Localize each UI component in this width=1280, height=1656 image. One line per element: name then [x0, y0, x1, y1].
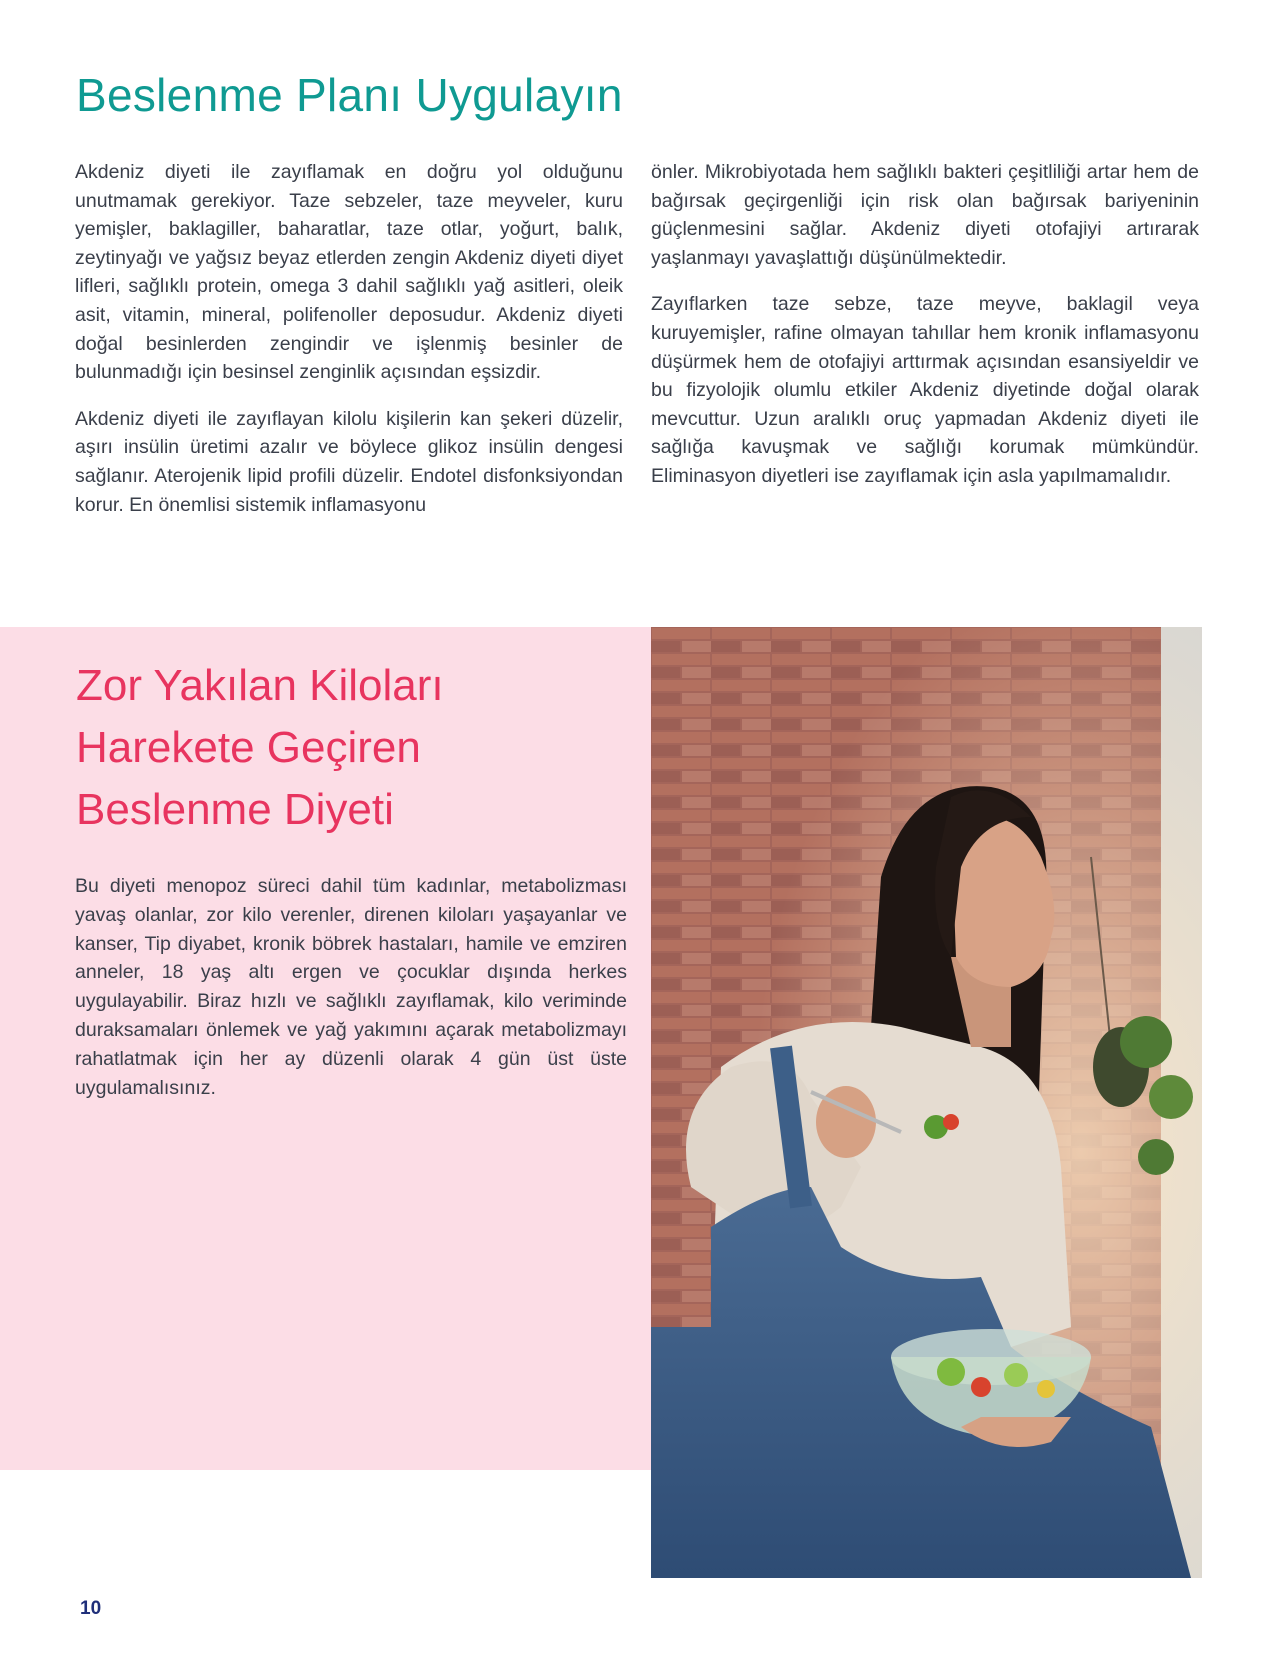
woman-eating-salad-photo — [651, 627, 1202, 1578]
text-column-left — [75, 158, 623, 537]
paragraph: Akdeniz diyeti ile zayıflamak en doğru yol olduğunu unutmamak gerekiyor. Taze sebzeler, taze meyveler, kuru yemişler, baklagiller, baharatlar, taze otlar, yoğurt, balık, zeytinyağı ve yağsız beyaz etlerden zengin Akdeniz diyeti diyet lifleri, sağlıklı protein, omega 3 dahil sağlıklı yağ asitleri, oleik asit, vitamin, mineral, polifenoller deposudur. Akdeniz diyeti doğal besinlerden zengindir ve işlenmiş besinler de bulunmadığı için besinsel zenginlik açısından eşsizdir. — [75, 161, 623, 384]
title-line: Harekete Geçiren — [76, 723, 421, 772]
paragraph: Zayıflarken taze sebze, taze meyve, baklagil veya kuruyemişler, rafine olmayan tahıllar hem kronik inflamasyonu düşürmek hem de otofajiyi arttırmak açısından esansiyeldir ve bu fizyolojik olumlu etkiler Akdeniz diyetinde doğal olarak mevcuttur. Uzun aralıklı oruç yapmadan Akdeniz diyeti ile sağlığa kavuşmak ve sağlığı korumak mümkündür. Eliminasyon diyetleri ise zayıflamak için asla yapılmamalıdır. — [651, 293, 1199, 487]
text-column-right — [651, 158, 1199, 509]
paragraph: Akdeniz diyeti ile zayıflayan kilolu kişilerin kan şekeri düzelir, aşırı insülin üretimi azalır ve böylece glikoz insülin dengesi sağlanır. Aterojenik lipid profili düzelir. Endotel disfonksiyondan korur. En önemlisi sistemik inflamasyonu — [75, 407, 623, 516]
title-line: Beslenme Diyeti — [76, 785, 394, 834]
diet-description: Bu diyeti menopoz süreci dahil tüm kadınlar, metabolizması yavaş olanlar, zor kilo verenler, direnen kiloları yaşayanlar ve kanser, Tip diyabet, kronik böbrek hastaları, hamile ve emziren anneler, 18 yaş altı ergen ve çocuklar dışında herkes uygulayabilir. Biraz hızlı ve sağlıklı zayıflamak, kilo veriminde duraksamaları önlemek ve yağ yakımını açarak metabolizmayı rahatlatmak için her ay düzenli olarak 4 gün üst üste uygulamalısınız. — [75, 875, 627, 1099]
paragraph: önler. Mikrobiyotada hem sağlıklı bakteri çeşitliliği artar hem de bağırsak geçirgenliği için risk olan bağırsak bariyeninin güçlenmesini sağlar. Akdeniz diyeti otofajiyi artırarak yaşlanmayı yavaşlattığı düşünülmektedir. — [651, 161, 1199, 269]
section-title: Beslenme Planı Uygulayın — [76, 69, 623, 121]
page-number: 10 — [80, 1598, 102, 1619]
diet-section-title — [76, 655, 616, 841]
title-line: Zor Yakılan Kiloları — [76, 661, 444, 710]
